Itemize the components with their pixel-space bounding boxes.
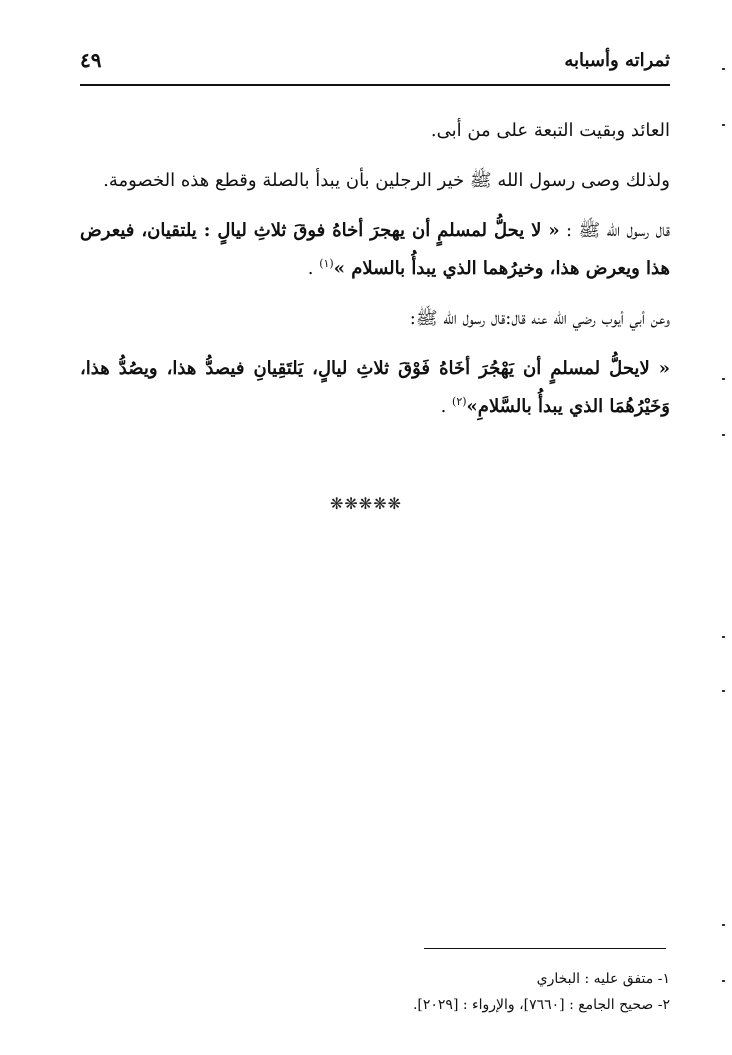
scan-mark (722, 68, 725, 70)
paragraph-3 (80, 212, 670, 288)
paragraph-end: . (440, 396, 447, 417)
body-text (80, 112, 670, 438)
page-header (80, 44, 670, 84)
scan-mark (722, 378, 725, 380)
paragraph-2: ولذلك وصى رسول الله ﷺ خير الرجلين بأن يبدأ بالصلة وقطع هذه الخصومة. (103, 170, 670, 191)
footnote-rule (424, 948, 666, 949)
paragraph-4: وعن أبي أيوب رضي الله عنه قال:قال رسول الله ﷺ: (409, 308, 670, 329)
hadith-intro: قال رسول الله ﷺ : (566, 220, 670, 241)
footnote-2: ٢- صحيح الجامع : [٧٦٦٠]، والإرواء : [٢٠٢٩]. (412, 997, 670, 1013)
scan-mark (722, 636, 725, 638)
hadith-text: « لايحلُّ لمسلمٍ أن يَهْجُرَ أخَاهُ فَوْقَ ثلاثِ ليالٍ، يَلتَقِيانِ فيصدُّ هذا، ويصُدُّ هذا، وَخَيْرُهُمَا الذي يبدأُ بالسَّلامِ» (80, 358, 670, 417)
page-number: ٤٩ (80, 48, 102, 72)
paragraph-1: العائد وبقيت التبعة على من أبى. (430, 120, 670, 141)
section-separator: ❋❋❋❋❋ (329, 494, 403, 513)
footnote-ref-1: (١) (319, 257, 334, 270)
scan-mark (722, 434, 725, 436)
footnotes (80, 966, 670, 1018)
scan-mark (722, 690, 725, 692)
scan-mark (722, 924, 725, 926)
paragraph-5 (80, 350, 670, 426)
running-title: ثمراته وأسبابه (564, 50, 670, 71)
scan-mark (722, 124, 725, 126)
scan-mark (722, 980, 725, 982)
hadith-text: « لا يحلُّ لمسلمٍ أن يهجرَ أخاهُ فوقَ ثلاثِ ليالٍ : يلتقيان، فيعرض هذا ويعرض هذا، وخيرُهما الذي يبدأُ بالسلام » (80, 220, 670, 279)
footnote-1: ١- متفق عليه : البخاري (536, 971, 670, 987)
header-rule (80, 84, 670, 86)
footnote-ref-2: (٢) (452, 395, 467, 408)
paragraph-end: . (307, 258, 314, 279)
